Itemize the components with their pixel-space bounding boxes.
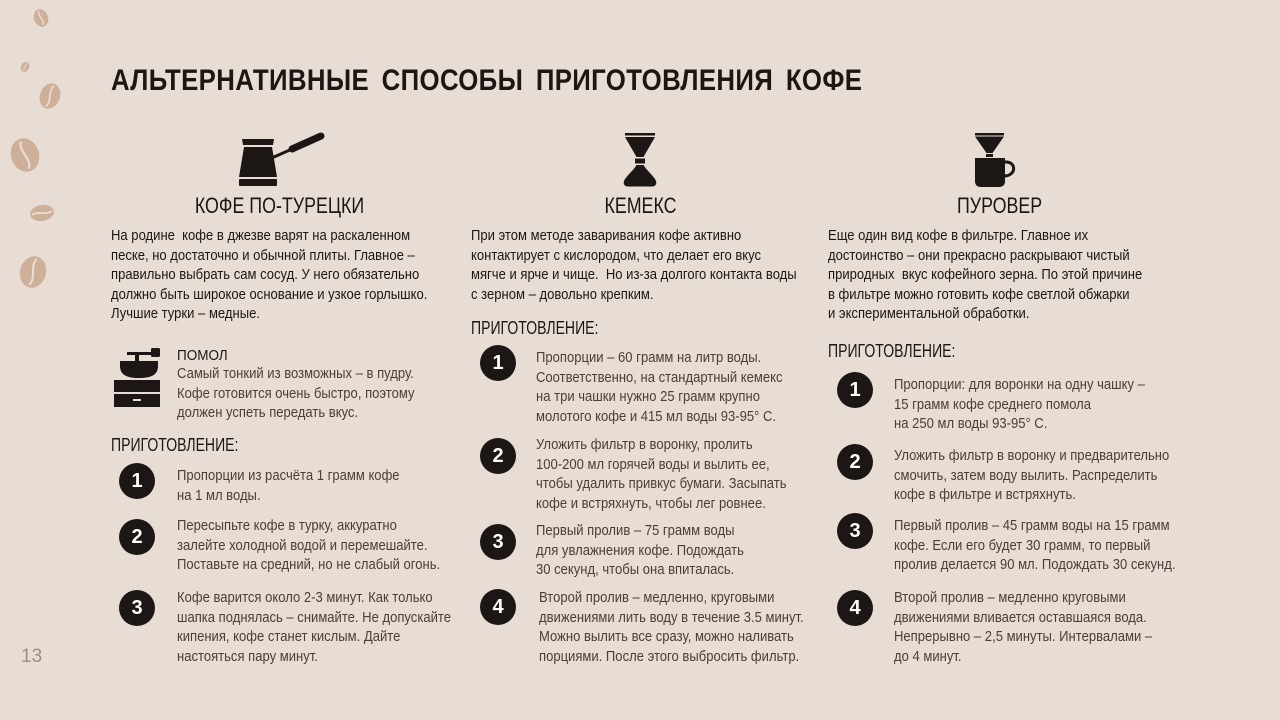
method-title-text: КЕМЕКС	[603, 193, 677, 218]
step-text: Первый пролив – 45 грамм воды на 15 грамм кофе. Если его будет 30 грамм, то первый пролив делается 90 мл. Подождать 30 секунд.	[894, 518, 1176, 573]
cezve-icon	[236, 130, 328, 190]
step-number: 2	[131, 526, 143, 548]
step-number-badge	[119, 590, 155, 626]
step-number: 2	[849, 451, 861, 473]
step-text: Пересыпьте кофе в турку, аккуратно залейте холодной водой и перемешайте. Поставьте на средний, но не слабый огонь.	[177, 518, 441, 573]
method-title	[850, 193, 1150, 219]
step-number-badge	[480, 589, 516, 625]
preparation-heading: ПРИГОТОВЛЕНИЕ:	[828, 341, 956, 361]
method-title	[490, 193, 790, 219]
step-number: 4	[492, 596, 504, 618]
step-number-badge	[480, 438, 516, 474]
step-number: 2	[492, 445, 504, 467]
method-title-text: КОФЕ ПО-ТУРЕЦКИ	[195, 193, 365, 218]
method-description: Еще один вид кофе в фильтре. Главное их достоинство – они прекрасно раскрывают чистый природных вкус кофейного зерна. По этой причине в фильтре можно готовить кофе светлой обжарки и экспериментальной обработки.	[828, 228, 1143, 322]
step-number-badge	[837, 372, 873, 408]
step-text: Кофе варится около 2-3 минут. Как только шапка поднялась – снимайте. Не допускайте кипения, кофе станет кислым. Дайте настояться пару минут.	[177, 590, 451, 665]
step-number-badge	[480, 524, 516, 560]
grind-title: ПОМОЛ	[177, 347, 228, 364]
step-text: Пропорции из расчёта 1 грамм кофе на 1 мл воды.	[177, 468, 400, 504]
coffee-bean-icon	[31, 7, 50, 29]
step-number-badge	[837, 444, 873, 480]
coffee-beans-decoration	[0, 0, 80, 300]
step-number-badge	[119, 519, 155, 555]
grind-text: Самый тонкий из возможных – в пудру. Кофе готовится очень быстро, поэтому должен успеть передать вкус.	[177, 366, 415, 421]
page-number: 13	[21, 646, 43, 667]
step-number: 1	[849, 379, 861, 401]
method-title-text: ПУРОВЕР	[957, 193, 1043, 218]
step-text: Второй пролив – медленно круговыми движениями вливается оставшаяся вода. Непрерывно – 2,5 минуты. Интервалами – до 4 минут.	[894, 590, 1153, 665]
coffee-grinder-icon	[111, 347, 163, 409]
coffee-bean-icon	[19, 60, 31, 74]
step-number-badge	[119, 463, 155, 499]
slide-title: АЛЬТЕРНАТИВНЫЕ СПОСОБЫ ПРИГОТОВЛЕНИЯ КОФЕ	[111, 64, 863, 97]
method-title	[130, 193, 430, 219]
chemex-icon	[620, 130, 660, 190]
step-text: Уложить фильтр в воронку, пролить 100-200 мл горячей воды и вылить ее, чтобы удалить привкус бумаги. Засыпать кофе и встряхнуть, чтобы лег ровнее.	[536, 437, 787, 512]
coffee-bean-icon	[36, 80, 64, 111]
step-text: Пропорции: для воронки на одну чашку – 15 грамм кофе среднего помола на 250 мл воды 93-95° С.	[894, 377, 1145, 432]
preparation-heading: ПРИГОТОВЛЕНИЕ:	[471, 318, 599, 338]
step-text: Второй пролив – медленно, круговыми движениями лить воду в течение 3.5 минут. Можно вылить все сразу, можно наливать порциями. После этого выбросить фильтр.	[539, 590, 804, 665]
step-text: Пропорции – 60 грамм на литр воды. Соответственно, на стандартный кемекс на три чашки нужно 25 грамм крупно молотого кофе и 415 мл воды 93-95° С.	[536, 350, 783, 425]
step-number: 3	[131, 597, 143, 619]
method-description: На родине кофе в джезве варят на раскаленном песке, но достаточно и обычной плиты. Главное – правильно выбрать сам сосуд. У него обязательно должно быть широкое основание и узкое горлышко. Лучшие турки – медные.	[111, 228, 428, 322]
step-number-badge	[480, 345, 516, 381]
step-text: Уложить фильтр в воронку и предварительно смочить, затем воду вылить. Распределить кофе в фильтре и встряхнуть.	[894, 448, 1170, 503]
coffee-bean-icon	[6, 135, 43, 176]
step-number: 3	[492, 531, 504, 553]
step-number: 1	[131, 470, 143, 492]
step-number-badge	[837, 513, 873, 549]
method-description: При этом методе заваривания кофе активно контактирует с кислородом, что делает его вкус мягче и ярче и чище. Но из-за долгого контакта воды с зерном – довольно крепким.	[471, 228, 797, 303]
step-number: 3	[849, 520, 861, 542]
preparation-heading: ПРИГОТОВЛЕНИЕ:	[111, 435, 239, 455]
step-text: Первый пролив – 75 грамм воды для увлажнения кофе. Подождать 30 секунд, чтобы она впиталась.	[536, 523, 744, 578]
coffee-bean-icon	[16, 253, 49, 291]
step-number-badge	[837, 590, 873, 626]
step-number: 4	[849, 597, 861, 619]
coffee-bean-icon	[29, 203, 55, 223]
step-number: 1	[492, 352, 504, 374]
pour-over-icon	[970, 130, 1020, 190]
